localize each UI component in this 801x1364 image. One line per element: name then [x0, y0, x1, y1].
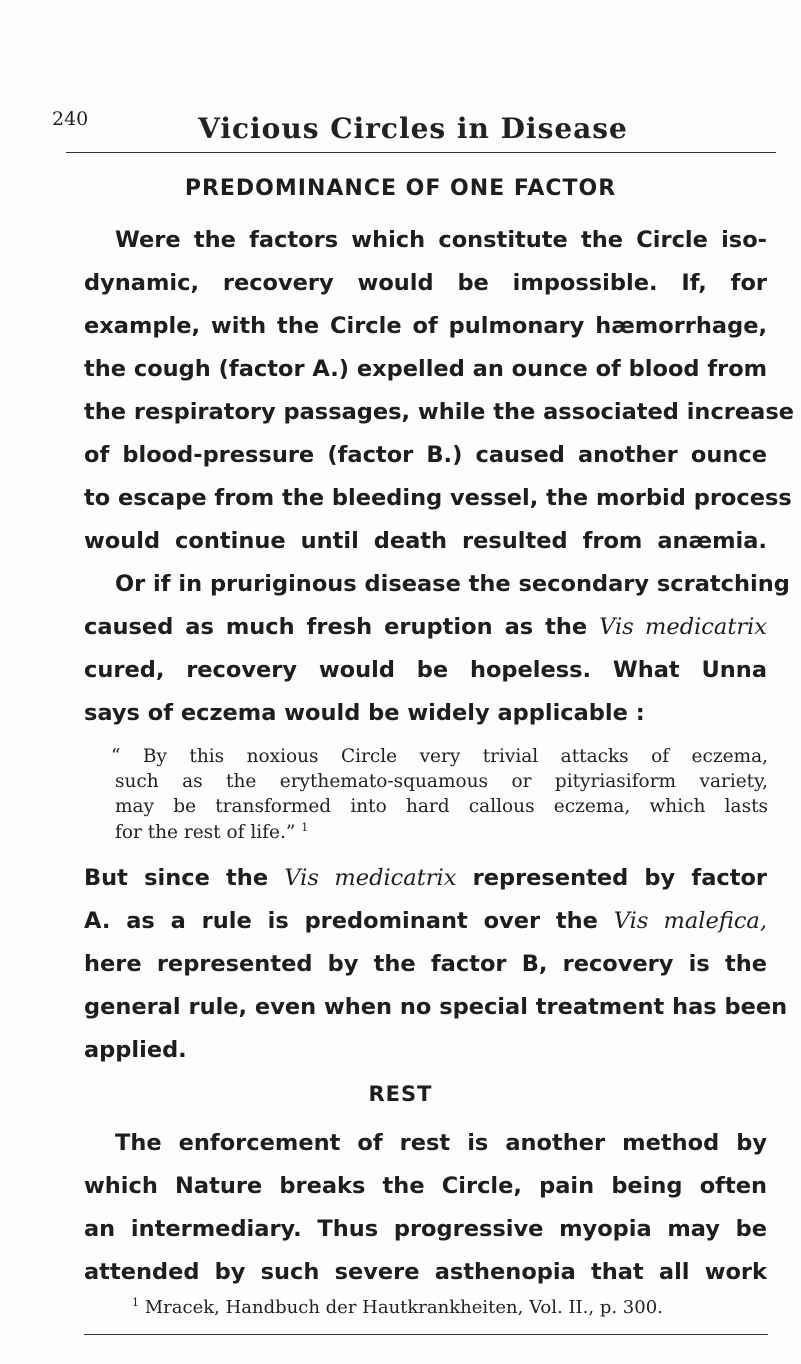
running-title: Vicious Circles in Disease — [198, 112, 628, 145]
footnote-mark: 1 — [132, 1296, 139, 1309]
quote-line: may be transformed into hard callous eczema, which lasts — [115, 796, 768, 817]
page-number: 240 — [52, 108, 89, 130]
text-line: of blood-pressure (factor B.) caused another ounce — [84, 442, 767, 468]
italic-phrase: Vis medicatrix — [599, 614, 767, 640]
text-line — [84, 865, 767, 891]
text-line: applied. — [84, 1037, 187, 1063]
section-heading: REST — [368, 1082, 433, 1106]
text-line — [84, 614, 767, 640]
text-line: here represented by the factor B, recovery is the — [84, 951, 767, 977]
text-line: to escape from the bleeding vessel, the morbid process — [84, 485, 792, 511]
text-line: Or if in pruriginous disease the secondary scratching — [115, 571, 790, 597]
section-heading: PREDOMINANCE OF ONE FACTOR — [184, 176, 617, 201]
footnote-separator — [84, 1334, 768, 1335]
text-line: The enforcement of rest is another method by — [115, 1130, 767, 1156]
quote-line: “ By this noxious Circle very trivial attacks of eczema, — [111, 746, 768, 767]
text-line: the cough (factor A.) expelled an ounce of blood from — [84, 356, 768, 382]
text-line: example, with the Circle of pulmonary hæmorrhage, — [84, 313, 767, 339]
text-line: an intermediary. Thus progressive myopia may be — [84, 1216, 767, 1242]
footnote-text: Mracek, Handbuch der Hautkrankheiten, Vol. II., p. 300. — [144, 1297, 663, 1318]
footnote — [132, 1296, 663, 1318]
text-span: represented by factor — [472, 865, 768, 891]
italic-phrase: Vis malefica, — [613, 908, 767, 934]
text-line: cured, recovery would be hopeless. What Unna — [84, 657, 767, 683]
text-span: caused as much fresh eruption as the — [84, 614, 588, 640]
text-span: But since the — [84, 865, 269, 891]
text-line: attended by such severe asthenopia that all work — [84, 1259, 767, 1285]
text-line: would continue until death resulted from anæmia. — [84, 528, 767, 554]
text-line: says of eczema would be widely applicable : — [84, 700, 645, 726]
text-line: dynamic, recovery would be impossible. If, for — [84, 270, 767, 296]
footnote-reference: 1 — [301, 821, 309, 834]
header-rule — [66, 152, 776, 153]
quote-line — [115, 821, 768, 843]
text-line — [84, 908, 767, 934]
text-line: the respiratory passages, while the associated increase — [84, 399, 794, 425]
text-line: which Nature breaks the Circle, pain being often — [84, 1173, 767, 1199]
text-line: Were the factors which constitute the Circle iso- — [115, 227, 767, 253]
text-line: general rule, even when no special treatment has been — [84, 994, 788, 1020]
italic-phrase: Vis medicatrix — [284, 865, 457, 891]
quote-text: for the rest of life.” — [115, 822, 296, 844]
quote-line: such as the erythemato-squamous or pityriasiform variety, — [115, 771, 768, 792]
text-span: A. as a rule is predominant over the — [84, 908, 598, 934]
page-header — [52, 108, 774, 156]
